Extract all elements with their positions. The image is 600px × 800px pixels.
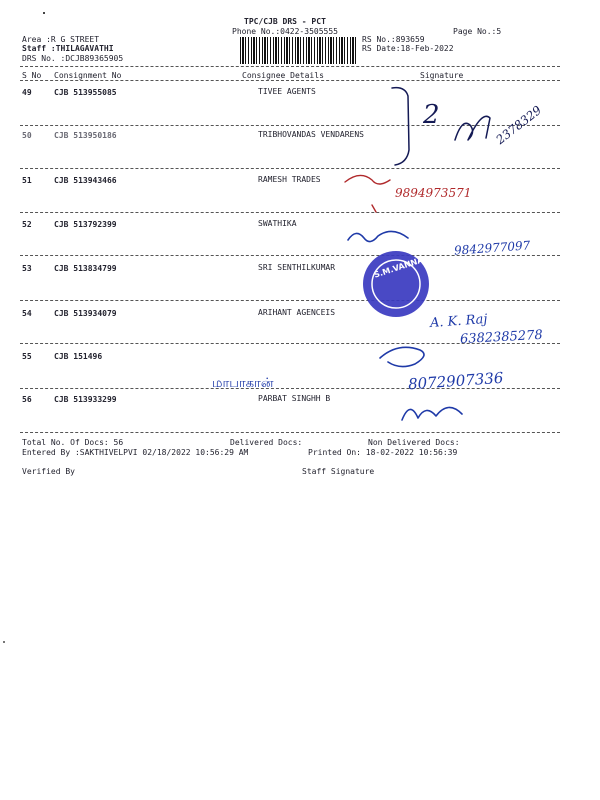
- row-consignment: CJB 513955085: [54, 88, 117, 97]
- bracket-mark: [392, 88, 409, 165]
- non-delivered-docs: Non Delivered Docs:: [368, 438, 460, 447]
- row-consignee: RAMESH TRADES: [258, 175, 321, 184]
- total-docs: Total No. Of Docs: 56: [22, 438, 124, 447]
- area-label: Area :R G STREET: [22, 35, 100, 44]
- doc-title: TPC/CJB DRS - PCT: [244, 17, 326, 26]
- stamp-text: S.M.VANNA: [372, 255, 425, 280]
- signature-55: [380, 347, 424, 366]
- row-consignment: CJB 513933299: [54, 395, 117, 404]
- row-sno: 53: [22, 264, 32, 273]
- tick-mark: [372, 205, 376, 212]
- handwritten-tamil-name: மாபாகான்: [212, 376, 274, 391]
- phone-number: Phone No.:0422-3505555: [232, 27, 338, 36]
- staff-label: Staff :THILAGAVATHI: [22, 44, 114, 53]
- col-signature: Signature: [420, 71, 464, 80]
- signature-51: [345, 175, 390, 184]
- signature-49: [455, 116, 490, 140]
- signature-52: [348, 231, 408, 241]
- row-sno: 55: [22, 352, 32, 361]
- row-consignment: CJB 513834799: [54, 264, 117, 273]
- signature-56: [402, 407, 462, 420]
- row-consignee: TIVEE AGENTS: [258, 87, 316, 96]
- scan-speck: [43, 12, 45, 14]
- page-number: Page No.:5: [453, 27, 502, 36]
- delivered-docs: Delivered Docs:: [230, 438, 303, 447]
- col-consignment: Consignment No: [54, 71, 122, 80]
- row-consignment: CJB 513934079: [54, 309, 117, 318]
- entered-by: Entered By :SAKTHIVELPVI 02/18/2022 10:56:29 AM: [22, 448, 249, 457]
- rs-date: RS Date:18-Feb-2022: [362, 44, 454, 53]
- handwritten-number: 8072907336: [407, 368, 504, 394]
- printed-on: Printed On: 18-02-2022 10:56:39: [308, 448, 458, 457]
- row-sno: 52: [22, 220, 32, 229]
- drs-number: DRS No. :DCJB89365905: [22, 54, 124, 63]
- col-sno: S No: [22, 71, 42, 80]
- scan-speck: [3, 641, 5, 643]
- row-consignee: ARIHANT AGENCEIS: [258, 308, 336, 317]
- row-consignee: PARBAT SINGHH B: [258, 394, 331, 403]
- row-consignment: CJB 513792399: [54, 220, 117, 229]
- handwritten-number: 9842977097: [453, 238, 531, 258]
- row-sno: 49: [22, 88, 32, 97]
- handwritten-number: 2378329: [493, 103, 545, 147]
- row-sno: 51: [22, 176, 32, 185]
- handwritten-initials: A. K. Raj: [429, 312, 488, 331]
- row-consignee: TRIBHOVANDAS VENDARENS: [258, 130, 364, 139]
- row-consignee: SRI SENTHILKUMAR: [258, 263, 336, 272]
- handwritten-2: 2: [423, 100, 440, 130]
- handwritten-number: 6382385278: [459, 327, 544, 348]
- rs-number: RS No.:893659: [362, 35, 425, 44]
- row-consignment: CJB 513950186: [54, 131, 117, 140]
- staff-signature: Staff Signature: [302, 467, 375, 476]
- row-sno: 54: [22, 309, 32, 318]
- handwritten-number: 9894973571: [395, 186, 472, 200]
- row-consignee: SWATHIKA: [258, 219, 297, 228]
- verified-by: Verified By: [22, 467, 75, 476]
- col-consignee: Consignee Details: [242, 71, 324, 80]
- row-sno: 50: [22, 131, 32, 140]
- row-consignment: CJB 513943466: [54, 176, 117, 185]
- row-consignment: CJB 151496: [54, 352, 103, 361]
- row-sno: 56: [22, 395, 32, 404]
